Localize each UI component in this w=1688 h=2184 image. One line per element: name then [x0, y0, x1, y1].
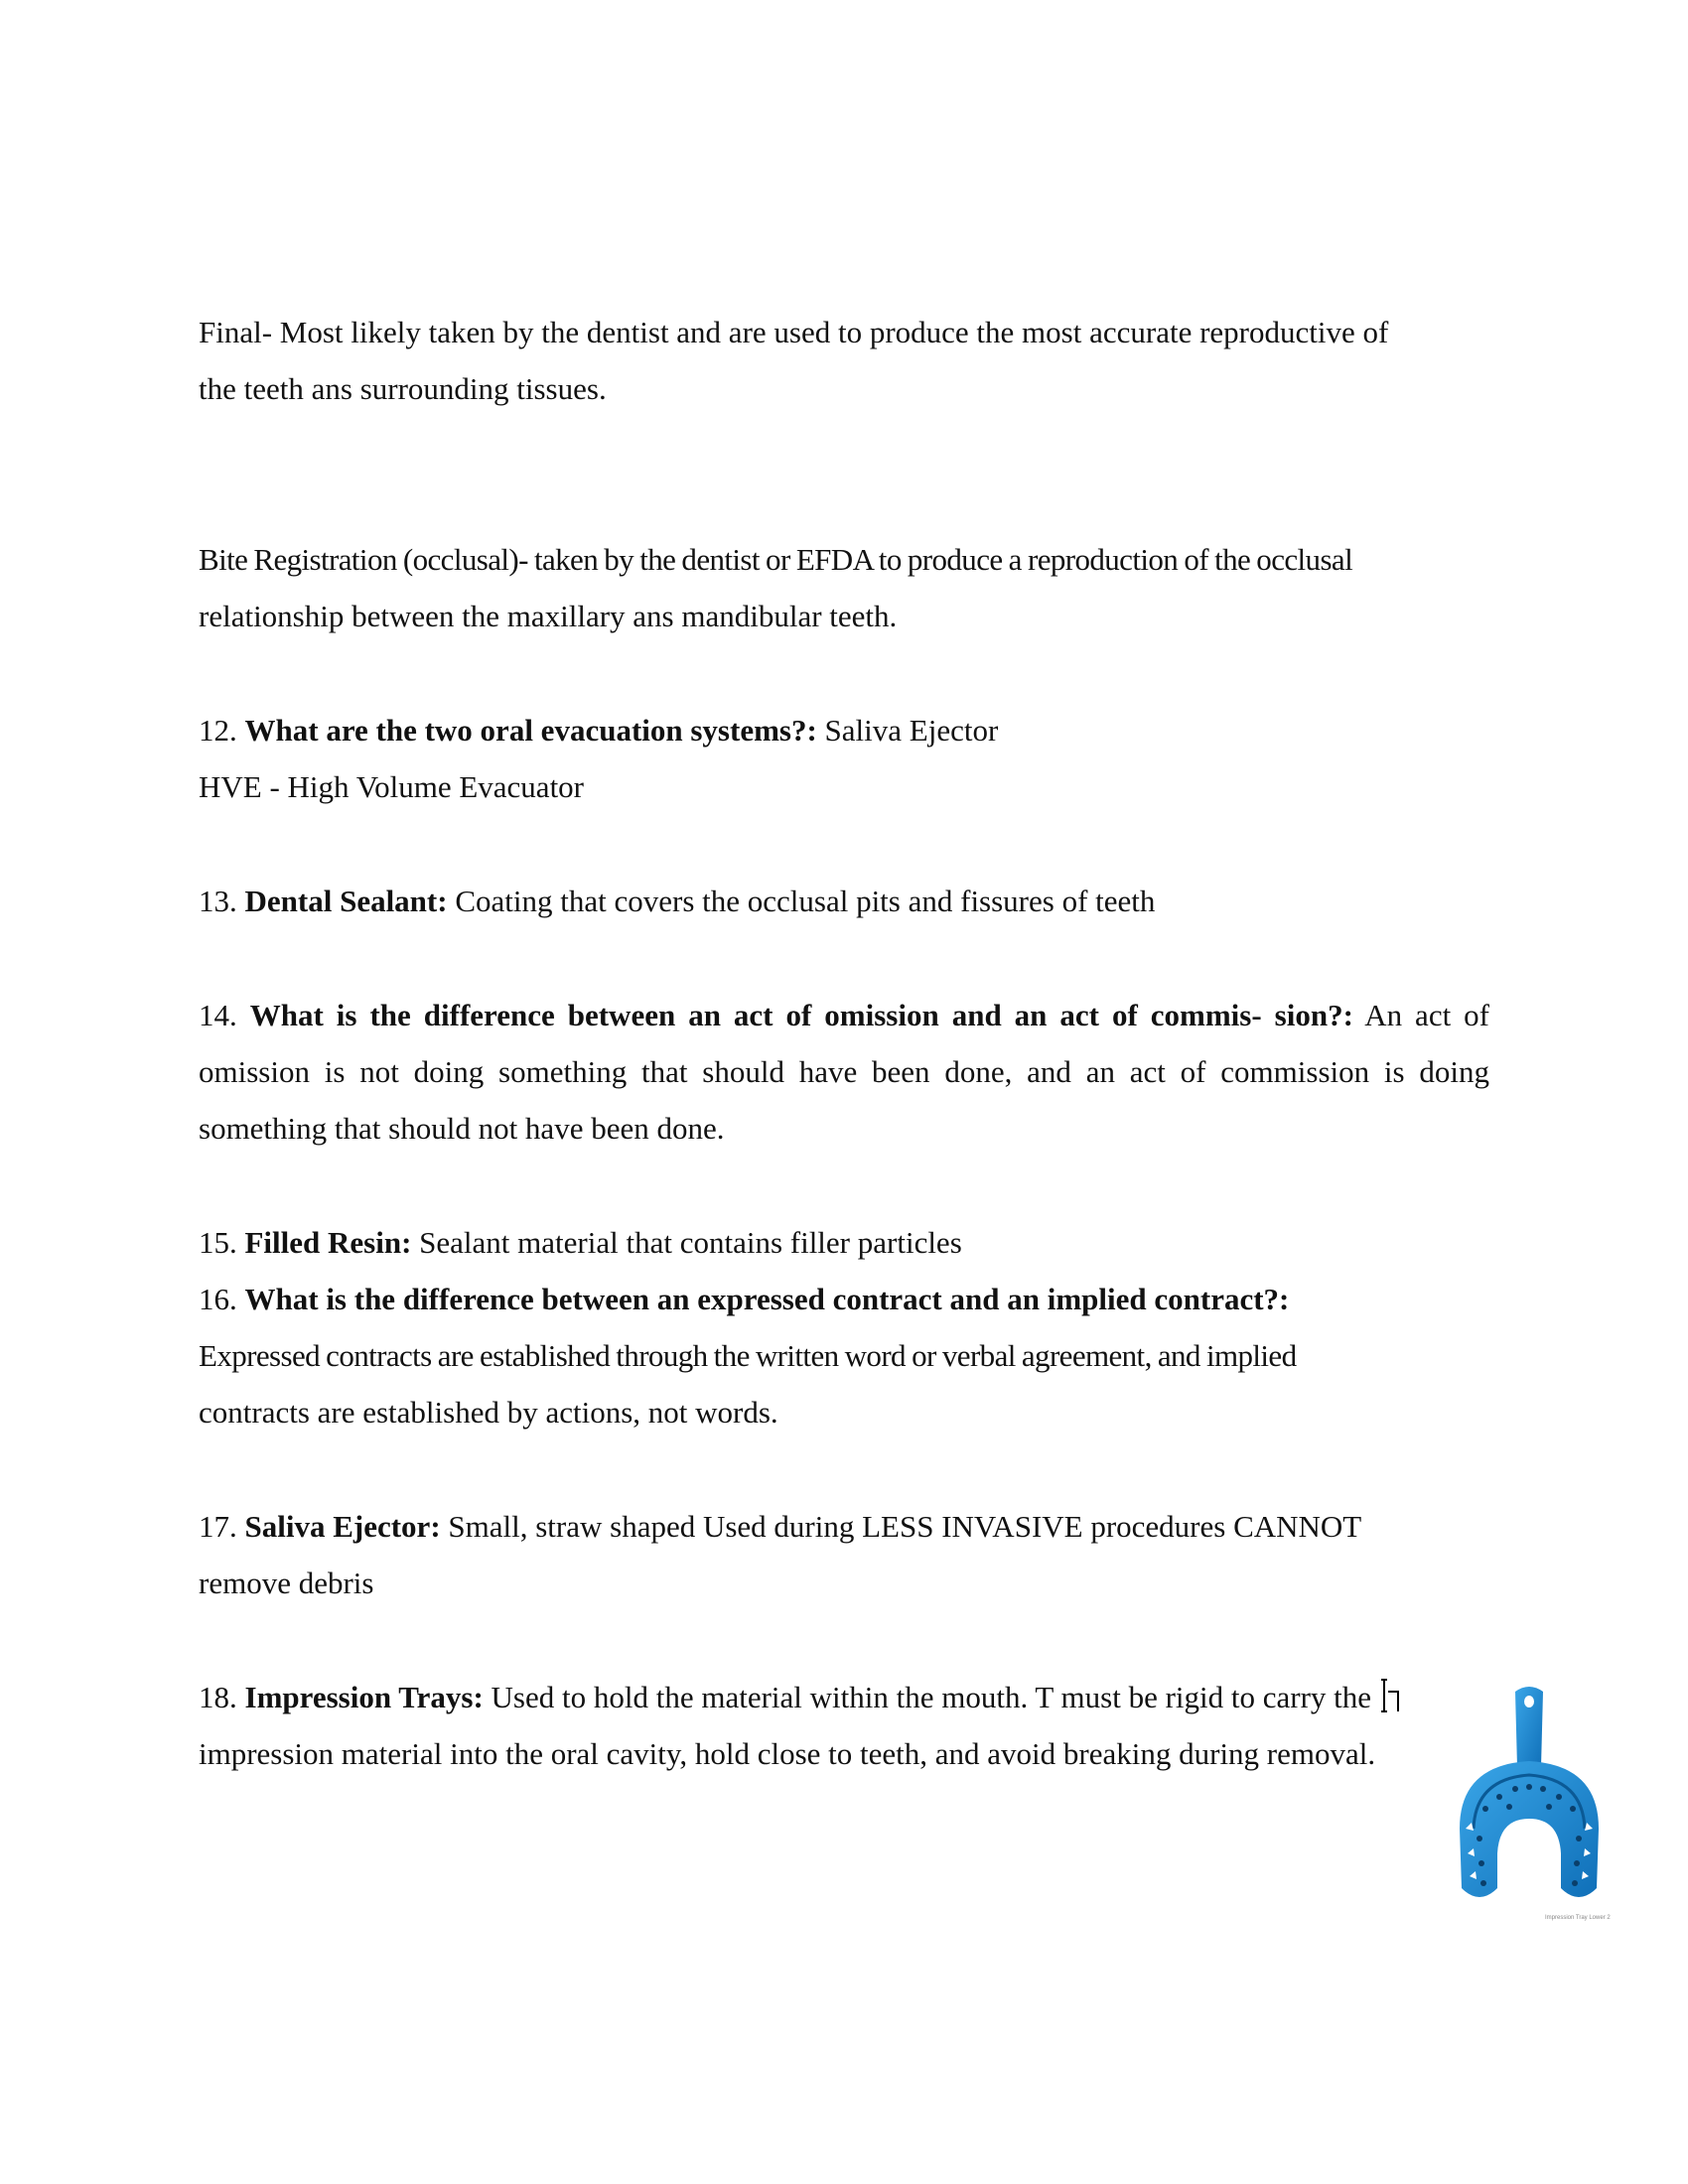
- tray-body: [1460, 1761, 1599, 1897]
- final-line-2: the teeth ans surrounding tissues.: [199, 371, 607, 406]
- q12-number: 12.: [199, 713, 237, 748]
- q14-number: 14.: [199, 998, 237, 1032]
- q13-answer: Coating that covers the occlusal pits and fissures of teeth: [455, 884, 1156, 918]
- q18-term: Impression Trays:: [244, 1680, 484, 1714]
- q12-answer: Saliva Ejector: [824, 713, 999, 748]
- q16-term: What is the difference between an expressed contract and an implied contract?:: [244, 1282, 1290, 1316]
- q17-number: 17.: [199, 1509, 237, 1544]
- q12-line-1: [199, 711, 1489, 751]
- q18-line-2: impression material into the oral cavity, hold close to teeth, and avoid breaking during removal.: [199, 1736, 1376, 1771]
- q17-line-2: remove debris: [199, 1566, 374, 1600]
- q16-line-3: contracts are established by actions, not words.: [199, 1395, 778, 1430]
- q15-term: Filled Resin:: [244, 1225, 412, 1260]
- final-line-1: Final- Most likely taken by the dentist and are used to produce the most accurate reproductive of: [199, 315, 1389, 349]
- q13-term: Dental Sealant:: [244, 884, 448, 918]
- bite-line-2: relationship between the maxillary ans mandibular teeth.: [199, 599, 898, 633]
- q13-number: 13.: [199, 884, 237, 918]
- q14-line-1: [199, 996, 1489, 1035]
- q14-term: What is the difference between an act of omission and an act of commis- sion?:: [249, 998, 1353, 1032]
- q15-answer: Sealant material that contains filler particles: [419, 1225, 962, 1260]
- q18-line-1: [199, 1678, 1489, 1717]
- q18-number: 18.: [199, 1680, 237, 1714]
- q14-answer-start: An act of: [1364, 998, 1490, 1032]
- q17-answer: Small, straw shaped Used during LESS INVASIVE procedures CANNOT: [448, 1509, 1362, 1544]
- q17-term: Saliva Ejector:: [244, 1509, 441, 1544]
- q17-line-1: [199, 1507, 1489, 1547]
- q16-number: 16.: [199, 1282, 237, 1316]
- q13-line: [199, 882, 1489, 921]
- q12-line-2: HVE - High Volume Evacuator: [199, 769, 584, 804]
- q18-answer: Used to hold the material within the mouth. T must be rigid to carry the: [491, 1680, 1372, 1714]
- bite-line-1: Bite Registration (occlusal)- taken by the dentist or EFDA to produce a reproduction of the occlusal: [199, 542, 1353, 577]
- q16-line-2: Expressed contracts are established through the written word or verbal agreement, and implied: [199, 1338, 1297, 1373]
- q14-line-2: omission is not doing something that should have been done, and an act of commission is doing: [199, 1054, 1489, 1089]
- text-cursor-icon: [1378, 1678, 1400, 1713]
- q12-term: What are the two oral evacuation systems?:: [244, 713, 817, 748]
- q15-number: 15.: [199, 1225, 237, 1260]
- q16-line-1: [199, 1280, 1489, 1319]
- q14-line-3: something that should not have been done.: [199, 1111, 725, 1146]
- impression-tray-image: [1430, 1680, 1628, 1928]
- q15-line: [199, 1223, 1489, 1263]
- tray-handle-hole: [1524, 1696, 1534, 1707]
- tray-caption: Impression Tray Lower 2: [1545, 1915, 1611, 1921]
